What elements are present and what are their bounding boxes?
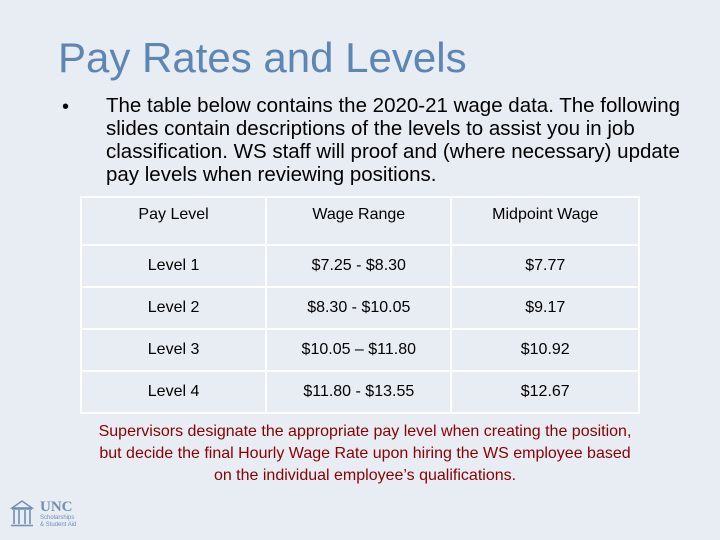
logo-subtitle-line1: Scholarships xyxy=(40,514,75,521)
logo-name: UNC xyxy=(40,498,73,515)
slide-title: Pay Rates and Levels xyxy=(58,34,467,81)
wage-range-cell: $8.30 - $10.05 xyxy=(266,287,451,329)
midpoint-wage-cell: $7.77 xyxy=(451,245,639,287)
pay-level-cell: Level 1 xyxy=(81,245,266,287)
pay-level-cell: Level 4 xyxy=(81,371,266,413)
supervisor-note: Supervisors designate the appropriate pay level when creating the position, but decide the final Hourly Wage Rate upon hiring the WS employee based on the individual employee’s qualifications. xyxy=(98,423,632,484)
table-row xyxy=(81,287,639,329)
pay-rates-table xyxy=(80,196,640,414)
midpoint-wage-cell: $9.17 xyxy=(451,287,639,329)
logo-subtitle-line2: & Student Aid xyxy=(40,521,77,528)
pay-level-cell: Level 3 xyxy=(81,329,266,371)
midpoint-wage-cell: $12.67 xyxy=(451,371,639,413)
header-pay-level: Pay Level xyxy=(81,197,266,245)
header-wage-range: Wage Range xyxy=(266,197,451,245)
bullet-text: The table below contains the 2020-21 wage data. The following slides contain descriptions of the levels to assist you in job classification. WS staff will proof and (where necessary) update pay levels when reviewing positions. xyxy=(106,94,681,186)
midpoint-wage-cell: $10.92 xyxy=(451,329,639,371)
table-row xyxy=(81,371,639,413)
old-well-icon xyxy=(10,499,34,529)
header-midpoint-wage: Midpoint Wage xyxy=(451,197,639,245)
wage-range-cell: $7.25 - $8.30 xyxy=(266,245,451,287)
table-header-row xyxy=(81,197,639,245)
wage-range-cell: $10.05 – $11.80 xyxy=(266,329,451,371)
table-row xyxy=(81,245,639,287)
logo-text xyxy=(40,500,76,529)
unc-logo xyxy=(10,496,76,532)
table-row xyxy=(81,329,639,371)
wage-range-cell: $11.80 - $13.55 xyxy=(266,371,451,413)
pay-level-cell: Level 2 xyxy=(81,287,266,329)
bullet-marker: • xyxy=(62,96,70,118)
